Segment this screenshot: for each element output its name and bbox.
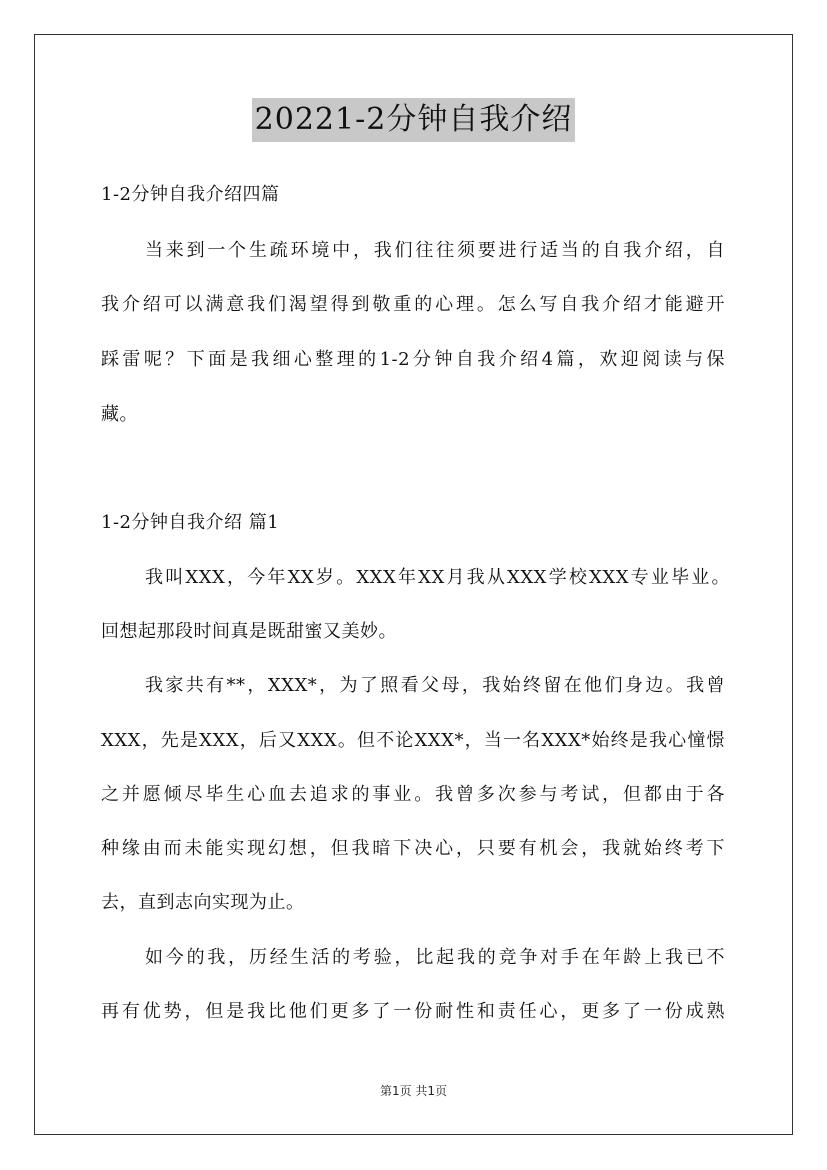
paragraph-line: 藏。 — [101, 404, 138, 425]
paragraph-line: 种缘由而未能实现幻想，但我暗下决心，只要有机会，我就始终考下 — [101, 838, 725, 859]
paragraph-line: 去，直到志向实现为止。 — [101, 892, 305, 913]
title-wrap — [0, 98, 827, 142]
paragraph-line: 如今的我，历经生活的考验，比起我的竞争对手在年龄上我已不 — [145, 947, 725, 968]
paragraph-line: 回想起那段时间真是既甜蜜又美妙。 — [101, 621, 397, 642]
section-heading: 1-2分钟自我介绍 篇1 — [101, 512, 280, 533]
document-title: 20221-2分钟自我介绍 — [252, 98, 576, 142]
paragraph-line: 之并愿倾尽毕生心血去追求的事业。我曾多次参与考试，但都由于各 — [101, 784, 725, 805]
paragraph-line: 再有优势，但是我比他们更多了一份耐性和责任心，更多了一份成熟 — [101, 1001, 725, 1022]
page-footer: 第1页 共1页 — [379, 1084, 448, 1098]
paragraph-line: 当来到一个生疏环境中，我们往往须要进行适当的自我介绍，自 — [145, 240, 725, 261]
paragraph-line: XXX，先是XXX，后又XXX。但不论XXX*，当一名XXX*始终是我心憧憬 — [101, 730, 725, 751]
subtitle-line: 1-2分钟自我介绍四篇 — [101, 184, 280, 205]
paragraph-line: 我介绍可以满意我们渴望得到敬重的心理。怎么写自我介绍才能避开 — [101, 294, 725, 315]
paragraph-line: 我叫XXX，今年XX岁。XXX年XX月我从XXX学校XXX专业毕业。 — [145, 567, 730, 588]
paragraph-line: 我家共有**，XXX*，为了照看父母，我始终留在他们身边。我曾 — [145, 675, 725, 696]
paragraph-line: 踩雷呢？下面是我细心整理的1-2分钟自我介绍4篇，欢迎阅读与保 — [101, 349, 725, 370]
